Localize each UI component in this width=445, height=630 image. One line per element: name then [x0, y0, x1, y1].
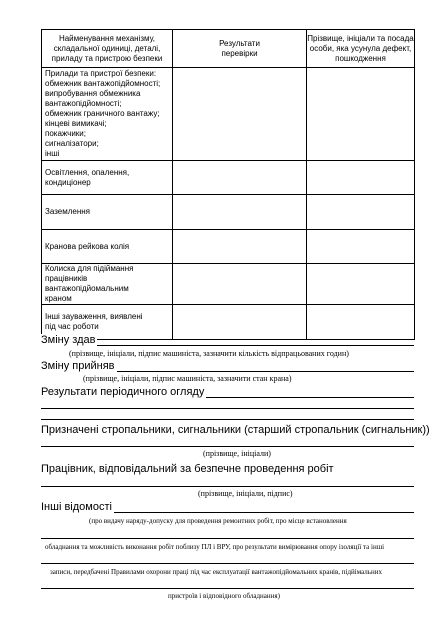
table-header-row: [42, 30, 415, 68]
responsible-line[interactable]: [41, 486, 414, 487]
row-label-cradle: Колиска для підіймання працівників вантажопідйомальним краном: [42, 264, 173, 305]
table-row: [42, 230, 415, 264]
other-hint-3: записи, передбачені Правилами охорони праці під час експлуатації вантажопідйомальних кранів, підйімальних: [50, 568, 382, 576]
header-person: Прізвище, ініціали та посада особи, яка усунула дефект, пошкодження: [307, 30, 415, 68]
other-label: Інші відомості: [41, 501, 112, 513]
responsible-hint: (прізвище, ініціали, підпис): [198, 489, 293, 498]
result-cell[interactable]: [173, 161, 307, 195]
other-hint-2: обладнання та можливість виконання робіт поблизу ПЛ і ВРУ, про результати вимірювання опору ізоляції та інші: [45, 543, 385, 551]
row-label-grounding: Заземлення: [42, 195, 173, 230]
result-cell[interactable]: [173, 264, 307, 305]
person-cell[interactable]: [307, 230, 415, 264]
row-label-crane-rail: Кранова рейкова колія: [42, 230, 173, 264]
other-line-3[interactable]: [41, 563, 414, 564]
handed-over-label: Зміну здав: [41, 334, 96, 346]
row-label-safety-devices: Прилади та пристрої безпеки: обмежник вантажопідйомності; випробування обмежника вантажопідйомності; обмежник граничного вантажу; кінцеві вимикачі; покажчики; сигналізатори; інші: [42, 68, 173, 161]
person-cell[interactable]: [307, 264, 415, 305]
other-hint-4: пристроїв і відповідного обладнання): [168, 592, 280, 600]
table-row: [42, 68, 415, 161]
table-row: [42, 195, 415, 230]
slingers-line[interactable]: [41, 446, 414, 447]
slingers-label: Призначені стропальники, сигнальники (старший стропальник (сигнальник)): [41, 424, 430, 436]
other-hint-1: (про видачу наряду-допуску для проведення ремонтних робіт, про місце встановлення: [89, 517, 347, 525]
header-component: Найменування механізму, складальної одиниці, деталі, приладу та пристрою безпеки: [42, 30, 173, 68]
periodic-label: Результати періодичного огляду: [41, 386, 205, 398]
header-result: Результати перевірки: [173, 30, 307, 68]
result-cell[interactable]: [173, 230, 307, 264]
slingers-hint: (прізвище, ініціали): [203, 449, 271, 458]
periodic-line-3[interactable]: [41, 419, 414, 420]
table-row: [42, 161, 415, 195]
inspection-table: [41, 29, 415, 340]
handed-over-hint: (прізвище, ініціали, підпис машиніста, зазначити кількість відпрацьованих годин): [69, 349, 349, 358]
periodic-line-2[interactable]: [41, 408, 414, 409]
accepted-label: Зміну прийняв: [41, 360, 115, 372]
person-cell[interactable]: [307, 161, 415, 195]
row-label-lighting: Освітлення, опалення, кондиціонер: [42, 161, 173, 195]
other-line-2[interactable]: [41, 538, 414, 539]
result-cell[interactable]: [173, 195, 307, 230]
person-cell[interactable]: [307, 195, 415, 230]
row-label-other-remarks: Інші зауваження, виявлені під час роботи: [42, 305, 173, 340]
table-row: [42, 264, 415, 305]
accepted-hint: (прізвище, ініціали, підпис машиніста, зазначити стан крана): [83, 374, 292, 383]
other-line-4[interactable]: [41, 588, 414, 589]
responsible-label: Працівник, відповідальний за безпечне проведення робіт: [41, 463, 334, 475]
person-cell[interactable]: [307, 305, 415, 340]
person-cell[interactable]: [307, 68, 415, 161]
result-cell[interactable]: [173, 305, 307, 340]
result-cell[interactable]: [173, 68, 307, 161]
